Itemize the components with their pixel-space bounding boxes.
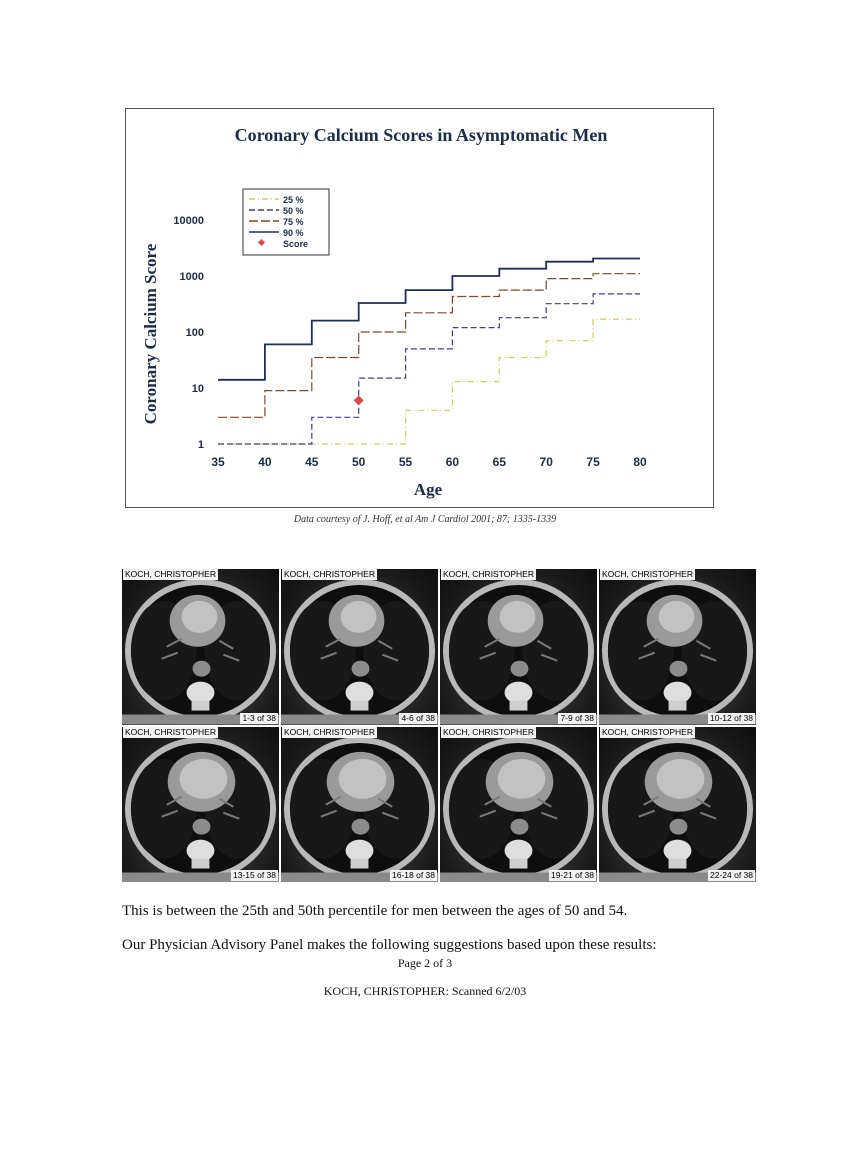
x-tick-label: 60 [445,455,460,469]
ct-slice-range: 16-18 of 38 [391,870,435,880]
ct-slice-panel [599,569,756,725]
y-tick-label: 10 [191,383,204,395]
series-line-3 [218,274,640,418]
ct-slice-image [281,727,438,883]
chart-canvas [126,109,713,507]
ct-slice-image [122,569,279,725]
calcium-score-chart [125,108,714,508]
ct-slice-range: 1-3 of 38 [242,712,276,723]
ct-slice-image [599,727,756,883]
ct-slice-panel [440,569,597,725]
series-line-2 [218,294,640,444]
ct-slice-panel [122,569,279,725]
ct-slice-range: 19-21 of 38 [550,870,594,880]
legend-label: Score [283,239,309,249]
ct-slice-image [122,727,279,883]
suggestions-intro: Our Physician Advisory Panel makes the following suggestions based upon these results: [122,937,657,953]
ct-slice-image [281,569,438,725]
data-credit: Data courtesy of J. Hoff, et al Am J Cardiol 2001; 87; 1335-1339 [293,514,557,525]
x-tick-label: 80 [633,455,647,469]
ct-slice-panel [440,727,597,883]
y-tick-label: 1000 [179,271,204,283]
page-number: Page 2 of 3 [397,956,453,970]
y-axis-label: Coronary Calcium Score [141,243,160,425]
scan-footer: KOCH, CHRISTOPHER: Scanned 6/2/03 [323,984,527,998]
ct-slice-range: 22-24 of 38 [709,870,753,880]
ct-patient-label: KOCH, CHRISTOPHER [602,726,693,737]
x-tick-label: 40 [258,455,272,469]
x-tick-label: 35 [211,455,225,469]
chart-series [218,259,640,445]
ct-patient-label: KOCH, CHRISTOPHER [443,569,534,579]
x-tick-label: 75 [586,455,600,469]
legend-label: 50 % [283,206,304,216]
legend-label: 90 % [283,228,304,238]
ct-slice-panel [122,727,279,883]
x-tick-label: 50 [351,455,366,469]
y-tick-label: 100 [185,327,204,339]
x-tick-label: 55 [398,455,413,469]
ct-slice-panel [281,569,438,725]
ct-slice-panel [281,727,438,883]
ct-patient-label: KOCH, CHRISTOPHER [125,569,216,579]
ct-patient-label: KOCH, CHRISTOPHER [125,726,216,737]
x-tick-label: 65 [492,455,507,469]
y-tick-label: 1 [197,439,204,451]
y-tick-label: 10000 [173,215,204,227]
ct-scan-grid [122,569,756,882]
ct-slice-image [599,569,756,725]
ct-slice-image [440,569,597,725]
x-tick-label: 45 [305,455,319,469]
chart-legend [243,189,329,255]
ct-patient-label: KOCH, CHRISTOPHER [284,726,375,737]
ct-slice-range: 7-9 of 38 [560,712,594,723]
series-line-1 [218,319,640,444]
ct-patient-label: KOCH, CHRISTOPHER [284,569,375,579]
legend-label: 25 % [283,195,304,205]
score-marker [354,395,364,405]
ct-patient-label: KOCH, CHRISTOPHER [602,569,693,579]
ct-slice-panel [599,727,756,883]
ct-slice-range: 13-15 of 38 [232,870,276,880]
result-statement: This is between the 25th and 50th percentile for men between the ages of 50 and 54. [122,903,628,919]
ct-slice-range: 4-6 of 38 [401,712,435,723]
x-axis-label: Age [413,480,443,499]
ct-slice-range: 10-12 of 38 [709,712,753,723]
legend-label: 75 % [283,217,304,227]
chart-title: Coronary Calcium Scores in Asymptomatic Men [234,125,608,145]
x-tick-label: 70 [539,455,553,469]
series-line-4 [218,259,640,380]
ct-slice-image [440,727,597,883]
ct-patient-label: KOCH, CHRISTOPHER [443,726,534,737]
